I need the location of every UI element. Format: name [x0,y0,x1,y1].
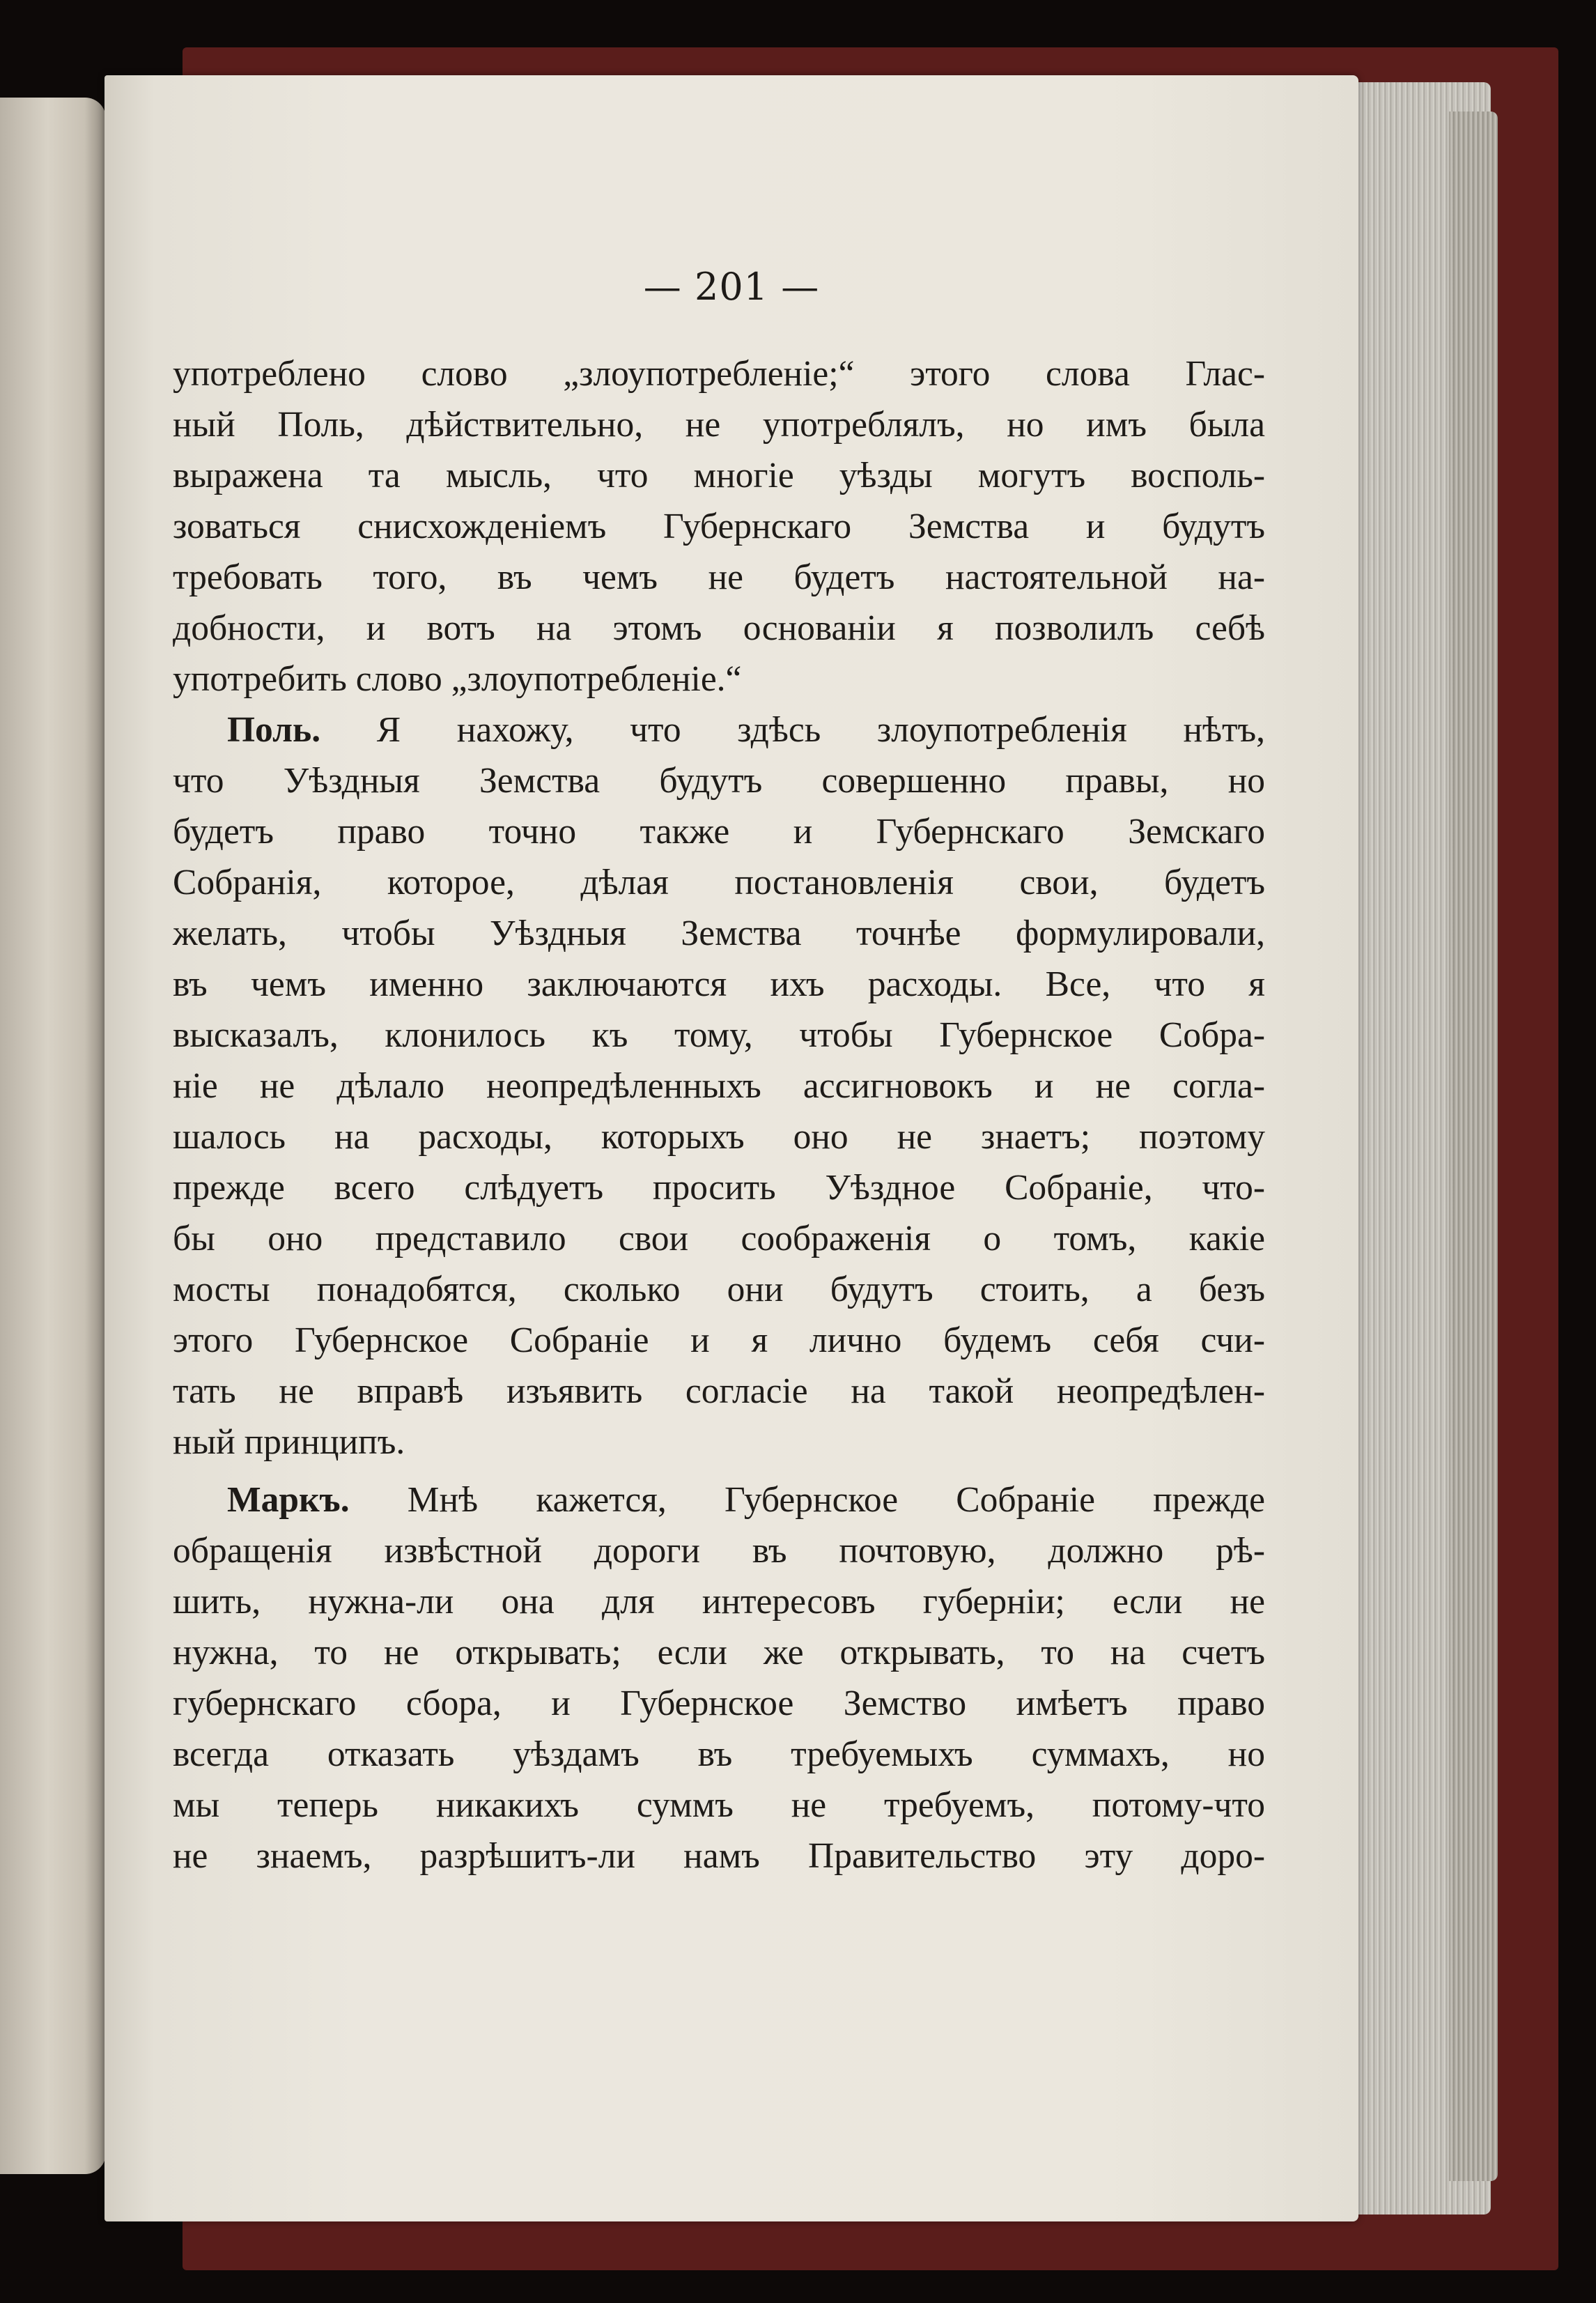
line-text: прежде всего слѣдуетъ просить Уѣздное Собраніе, что- [173,1168,1265,1208]
line-text: тать не вправѣ изъявить согласіе на такой неопредѣлен- [173,1371,1265,1411]
line-text: Мнѣ кажется, Губернское Собраніе прежде [349,1480,1265,1520]
text-line [173,552,1265,603]
text-line [173,1315,1265,1366]
line-text: что Уѣздныя Земства будутъ совершенно правы, но [173,761,1265,801]
text-line [173,1474,1265,1525]
line-text: ный Поль, дѣйствительно, не употреблялъ, но имъ была [173,405,1265,445]
text-line [173,1061,1265,1111]
speaker-name: Маркъ. [227,1480,350,1520]
line-text: высказалъ, клонилось къ тому, чтобы Губернское Собра- [173,1015,1265,1055]
line-text: Я нахожу, что здѣсь злоупотребленія нѣтъ, [320,710,1265,750]
text-line [173,806,1265,857]
text-line [173,1627,1265,1678]
page-text [173,348,1265,1881]
line-text: всегда отказать уѣздамъ въ требуемыхъ суммахъ, но [173,1734,1265,1774]
text-line [173,755,1265,806]
line-text: зоваться снисхожденіемъ Губернскаго Земства и будутъ [173,507,1265,546]
text-line [173,1111,1265,1162]
line-text: шалось на расходы, которыхъ оно не знаетъ; поэтому [173,1117,1265,1157]
line-text: бы оно представило свои соображенія о томъ, какіе [173,1219,1265,1258]
line-text: этого Губернское Собраніе и я лично будемъ себя счи- [173,1320,1265,1360]
line-text: Собранія, которое, дѣлая постановленія свои, будетъ [173,863,1265,902]
text-line [173,1162,1265,1213]
text-line [173,704,1265,755]
text-line [173,1831,1265,1881]
text-line [173,501,1265,552]
text-line [173,1780,1265,1831]
text-line [173,348,1265,399]
line-text: ный принципъ. [173,1422,405,1462]
line-text: мы теперь никакихъ суммъ не требуемъ, потому-что [173,1785,1265,1825]
line-text: требовать того, въ чемъ не будетъ настоятельной на- [173,557,1265,597]
speaker-name: Поль. [227,710,321,750]
line-text: добности, и вотъ на этомъ основаніи я позволилъ себѣ [173,608,1265,648]
text-line [173,959,1265,1010]
line-text: обращенія извѣстной дороги въ почтовую, должно рѣ- [173,1531,1265,1571]
text-line [173,1678,1265,1729]
line-text: въ чемъ именно заключаются ихъ расходы. Все, что я [173,964,1265,1004]
line-text: выражена та мысль, что многіе уѣзды могутъ восполь- [173,456,1265,495]
line-text: употребить слово „злоупотребленіе.“ [173,659,742,699]
text-line [173,399,1265,450]
text-line [173,1366,1265,1417]
paragraph-gap [173,1468,1265,1474]
text-line [173,1729,1265,1780]
line-text: желать, чтобы Уѣздныя Земства точнѣе формулировали, [173,914,1265,953]
text-line [173,1010,1265,1061]
text-line [173,1525,1265,1576]
line-text: ніе не дѣлало неопредѣленныхъ ассигновокъ и не согла- [173,1066,1265,1106]
text-line [173,908,1265,959]
text-line [173,1576,1265,1627]
line-text: мосты понадобятся, сколько они будутъ стоить, а безъ [173,1270,1265,1309]
line-text: нужна, то не открывать; если же открывать, то на счетъ [173,1633,1265,1672]
text-line [173,450,1265,501]
text-line [173,654,1265,704]
text-line [173,1417,1265,1468]
text-line [173,1264,1265,1315]
line-text: употреблено слово „злоупотребленіе;“ этого слова Глас- [173,354,1265,394]
page-edges-back [1449,111,1498,2181]
line-text: шить, нужна-ли она для интересовъ губерніи; если не [173,1582,1265,1622]
book-page [104,75,1358,2221]
line-text: губернскаго сбора, и Губернское Земство имѣетъ право [173,1684,1265,1723]
line-text: будетъ право точно также и Губернскаго Земскаго [173,812,1265,852]
text-line [173,603,1265,654]
text-line [173,857,1265,908]
left-page-edge [0,98,106,2174]
line-text: не знаемъ, разрѣшитъ-ли намъ Правительство эту доро- [173,1836,1265,1876]
text-line [173,1213,1265,1264]
page-number: — 201 — [643,265,820,309]
